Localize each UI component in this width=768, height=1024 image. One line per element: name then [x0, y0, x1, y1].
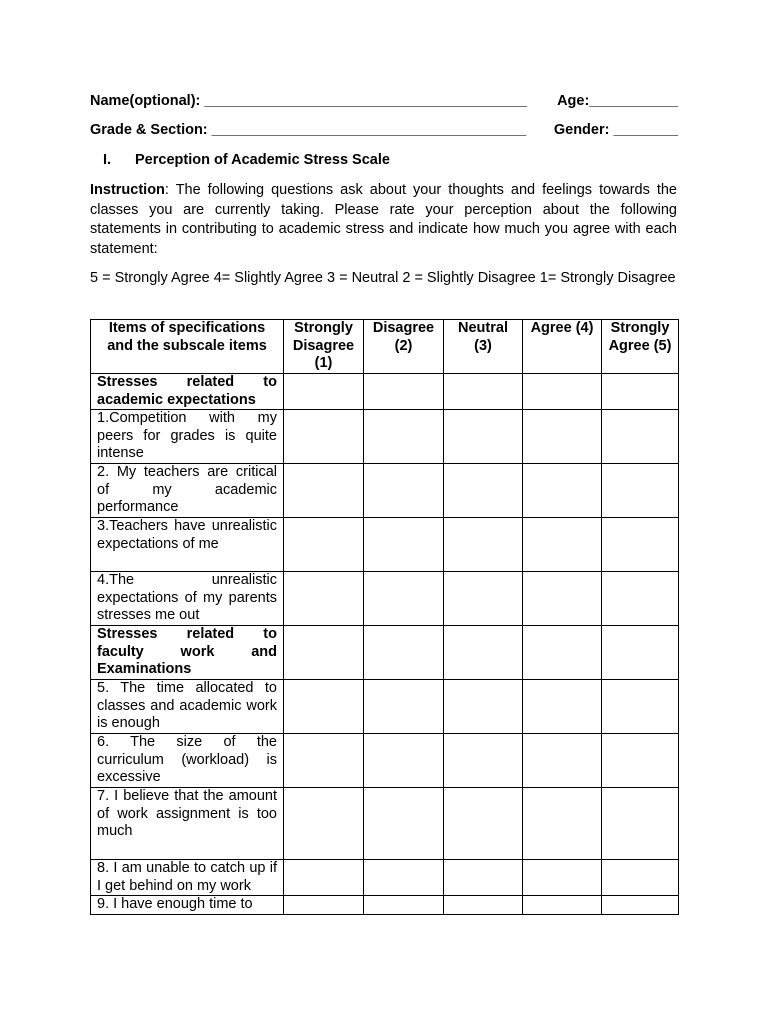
rating-cell-2[interactable]	[364, 680, 444, 734]
rating-cell-3[interactable]	[444, 860, 523, 896]
header-neutral: Neutral (3)	[444, 320, 523, 374]
rating-cell-1[interactable]	[284, 734, 364, 788]
rating-cell-5[interactable]	[602, 464, 679, 518]
header-disagree: Disagree (2)	[364, 320, 444, 374]
table-row	[91, 518, 679, 572]
academic-stress-table	[90, 319, 679, 915]
subscale-header-row	[91, 374, 679, 410]
rating-cell-3[interactable]	[444, 626, 523, 680]
table-row	[91, 572, 679, 626]
section-number: I.	[103, 152, 112, 168]
rating-cell-5[interactable]	[602, 374, 679, 410]
table-row	[91, 860, 679, 896]
rating-cell-2[interactable]	[364, 626, 444, 680]
rating-cell-2[interactable]	[364, 374, 444, 410]
rating-cell-1[interactable]	[284, 626, 364, 680]
rating-cell-4[interactable]	[523, 626, 602, 680]
rating-cell-1[interactable]	[284, 788, 364, 860]
name-age-row	[90, 93, 678, 109]
rating-cell-4[interactable]	[523, 410, 602, 464]
rating-cell-4[interactable]	[523, 518, 602, 572]
rating-cell-2[interactable]	[364, 464, 444, 518]
age-field-label: Age:___________	[557, 93, 678, 109]
rating-cell-1[interactable]	[284, 896, 364, 915]
name-field-label: Name(optional): ________________________________________	[90, 93, 527, 109]
rating-cell-2[interactable]	[364, 410, 444, 464]
rating-cell-5[interactable]	[602, 518, 679, 572]
instruction-text: : The following questions ask about your thoughts and feelings towards the classes you are currently taking. Please rate your perception about the following statements in contributing to academic stress and indicate how much you agree with each statement:	[90, 182, 677, 257]
table-row	[91, 896, 679, 915]
item-statement: 7. I believe that the amount of work assignment is too much	[91, 788, 284, 860]
rating-cell-1[interactable]	[284, 860, 364, 896]
rating-cell-5[interactable]	[602, 896, 679, 915]
rating-cell-1[interactable]	[284, 680, 364, 734]
rating-cell-3[interactable]	[444, 374, 523, 410]
rating-cell-5[interactable]	[602, 680, 679, 734]
item-statement: 9. I have enough time to	[91, 896, 284, 915]
rating-cell-3[interactable]	[444, 734, 523, 788]
rating-cell-2[interactable]	[364, 734, 444, 788]
subscale-header-row	[91, 626, 679, 680]
rating-cell-2[interactable]	[364, 572, 444, 626]
rating-cell-4[interactable]	[523, 464, 602, 518]
rating-cell-5[interactable]	[602, 410, 679, 464]
rating-cell-3[interactable]	[444, 896, 523, 915]
rating-cell-4[interactable]	[523, 680, 602, 734]
grade-gender-row	[90, 122, 678, 138]
header-strongly-agree: Strongly Agree (5)	[602, 320, 679, 374]
rating-cell-2[interactable]	[364, 896, 444, 915]
rating-cell-5[interactable]	[602, 788, 679, 860]
table-row	[91, 410, 679, 464]
item-statement: 4.The unrealistic expectations of my parents stresses me out	[91, 572, 284, 626]
table-header-row	[91, 320, 679, 374]
rating-cell-4[interactable]	[523, 734, 602, 788]
section-title: Perception of Academic Stress Scale	[135, 152, 390, 168]
table-row	[91, 788, 679, 860]
instruction-paragraph	[90, 181, 677, 259]
header-items: Items of specifications and the subscale items	[91, 320, 284, 374]
instruction-label: Instruction	[90, 182, 165, 198]
item-statement: 5. The time allocated to classes and academic work is enough	[91, 680, 284, 734]
rating-cell-4[interactable]	[523, 374, 602, 410]
header-strongly-disagree: Strongly Disagree (1)	[284, 320, 364, 374]
rating-cell-5[interactable]	[602, 734, 679, 788]
subscale-label: Stresses related to academic expectations	[91, 374, 284, 410]
rating-cell-3[interactable]	[444, 572, 523, 626]
rating-cell-1[interactable]	[284, 374, 364, 410]
rating-cell-1[interactable]	[284, 518, 364, 572]
rating-cell-3[interactable]	[444, 518, 523, 572]
rating-cell-4[interactable]	[523, 860, 602, 896]
rating-cell-4[interactable]	[523, 788, 602, 860]
table-row	[91, 734, 679, 788]
header-agree: Agree (4)	[523, 320, 602, 374]
item-statement: 2. My teachers are critical of my academic performance	[91, 464, 284, 518]
gender-field-label: Gender: ________	[553, 122, 678, 138]
item-statement: 1.Competition with my peers for grades is quite intense	[91, 410, 284, 464]
rating-cell-2[interactable]	[364, 860, 444, 896]
section-heading	[103, 152, 390, 168]
rating-scale-legend: 5 = Strongly Agree 4= Slightly Agree 3 = Neutral 2 = Slightly Disagree 1= Strongly Disagree	[90, 270, 676, 286]
rating-cell-5[interactable]	[602, 572, 679, 626]
rating-cell-5[interactable]	[602, 626, 679, 680]
grade-section-field-label: Grade & Section: _______________________________________	[90, 122, 527, 138]
rating-cell-2[interactable]	[364, 518, 444, 572]
table-row	[91, 464, 679, 518]
rating-cell-3[interactable]	[444, 410, 523, 464]
table-row	[91, 680, 679, 734]
rating-cell-3[interactable]	[444, 788, 523, 860]
rating-cell-1[interactable]	[284, 410, 364, 464]
rating-cell-4[interactable]	[523, 572, 602, 626]
rating-cell-5[interactable]	[602, 860, 679, 896]
rating-cell-1[interactable]	[284, 572, 364, 626]
item-statement: 8. I am unable to catch up if I get behind on my work	[91, 860, 284, 896]
item-statement: 6. The size of the curriculum (workload) is excessive	[91, 734, 284, 788]
item-statement: 3.Teachers have unrealistic expectations of me	[91, 518, 284, 572]
rating-cell-4[interactable]	[523, 896, 602, 915]
rating-cell-3[interactable]	[444, 464, 523, 518]
rating-cell-2[interactable]	[364, 788, 444, 860]
subscale-label: Stresses related to faculty work and Examinations	[91, 626, 284, 680]
rating-cell-1[interactable]	[284, 464, 364, 518]
rating-cell-3[interactable]	[444, 680, 523, 734]
